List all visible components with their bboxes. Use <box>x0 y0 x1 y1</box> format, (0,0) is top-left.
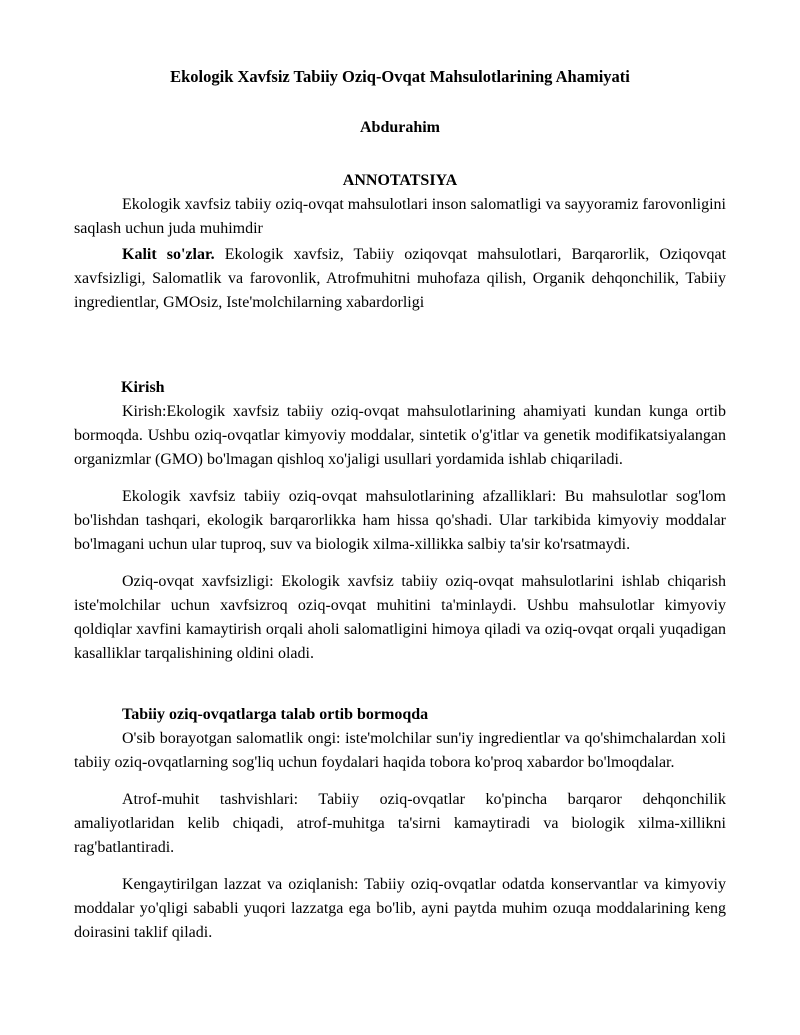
intro-paragraph: Kirish:Ekologik xavfsiz tabiiy oziq-ovqat mahsulotlarining ahamiyati kundan kunga ortib bormoqda. Ushbu oziq-ovqatlar kimyoviy moddalar, sintetik o'g'itlar va genetik modifikatsiyalangan organizmlar (GMO) bo'lmagan qishloq xo'jaligi usullari yordamida ishlab chiqariladi. <box>74 403 726 468</box>
intro-paragraph: Ekologik xavfsiz tabiiy oziq-ovqat mahsulotlarining afzalliklari: Bu mahsulotlar sog'lom bo'lishdan tashqari, ekologik barqarorlikka ham hissa qo'shadi. Ular tarkibida kimyoviy moddalar bo'lmagani uchun ular tuproq, suv va biologik xilma-xillikka salbiy ta'sir ko'rsatmaydi. <box>74 488 726 553</box>
intro-paragraph: Oziq-ovqat xavfsizligi: Ekologik xavfsiz tabiiy oziq-ovqat mahsulotlarini ishlab chiqarish iste'molchilar uchun xavfsizroq oziq-ovqat muhitini ta'minlaydi. Ushbu mahsulotlar kimyoviy qoldiqlar xavfini kamaytirish orqali aholi salomatligini himoya qiladi va oziq-ovqat orqali yuqadigan kasalliklar tarqalishining oldini oladi. <box>74 573 726 662</box>
annotation-heading: ANNOTATSIYA <box>342 172 458 189</box>
keywords-paragraph <box>74 243 726 315</box>
demand-paragraph: O'sib borayotgan salomatlik ongi: iste'molchilar sun'iy ingredientlar va qo'shimchalardan xoli tabiiy oziq-ovqatlarning sog'liq uchun foydalari haqida tobora ko'proq xabardor bo'lmoqdalar. <box>74 730 726 771</box>
intro-heading: Kirish <box>121 379 165 396</box>
keywords-text: Ekologik xavfsiz, Tabiiy oziqovqat mahsulotlari, Barqarorlik, Oziqovqat xavfsizligi, Salomatlik va farovonlik, Atrofmuhitni muhofaza qilish, Organik dehqonchilik, Tabiiy ingredientlar, GMOsiz, Iste'molchilarning xabardorligi <box>74 246 727 311</box>
annotation-text: Ekologik xavfsiz tabiiy oziq-ovqat mahsulotlari inson salomatligi va sayyoramiz farovonligini saqlash uchun juda muhimdir <box>74 196 726 237</box>
demand-heading: Tabiiy oziq-ovqatlarga talab ortib bormoqda <box>122 706 429 723</box>
keywords-label: Kalit so'zlar. <box>122 246 215 263</box>
author-name: Abdurahim <box>359 119 441 136</box>
paper-title: Ekologik Xavfsiz Tabiiy Oziq-Ovqat Mahsulotlarining Ahamiyati <box>170 67 630 86</box>
demand-paragraph: Kengaytirilgan lazzat va oziqlanish: Tabiiy oziq-ovqatlar odatda konservantlar va kimyoviy moddalar yo'qligi sababli yuqori lazzatga ega bo'lib, ayni paytda muhim ozuqa moddalarining keng doirasini taklif qiladi. <box>74 876 726 941</box>
demand-paragraph: Atrof-muhit tashvishlari: Tabiiy oziq-ovqatlar ko'pincha barqaror dehqonchilik amaliyotlaridan kelib chiqadi, atrof-muhitga ta'sirni kamaytiradi va biologik xilma-xillikni rag'batlantiradi. <box>74 791 726 856</box>
